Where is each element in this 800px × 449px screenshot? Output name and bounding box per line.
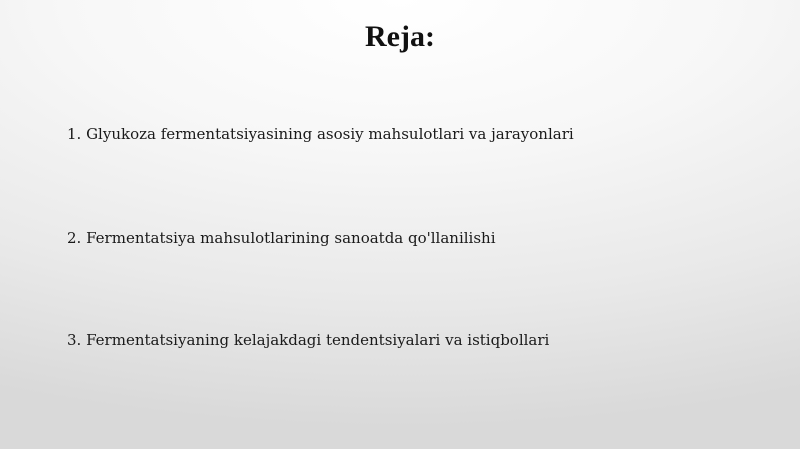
slide-title: Reja: (365, 20, 435, 53)
plan-item-3: 3. Fermentatsiyaning kelajakdagi tendentsiyalari va istiqbollari (67, 331, 550, 349)
plan-item-2: 2. Fermentatsiya mahsulotlarining sanoatda qo'llanilishi (67, 229, 496, 247)
plan-item-1: 1. Glyukoza fermentatsiyasining asosiy mahsulotlari va jarayonlari (67, 125, 574, 143)
